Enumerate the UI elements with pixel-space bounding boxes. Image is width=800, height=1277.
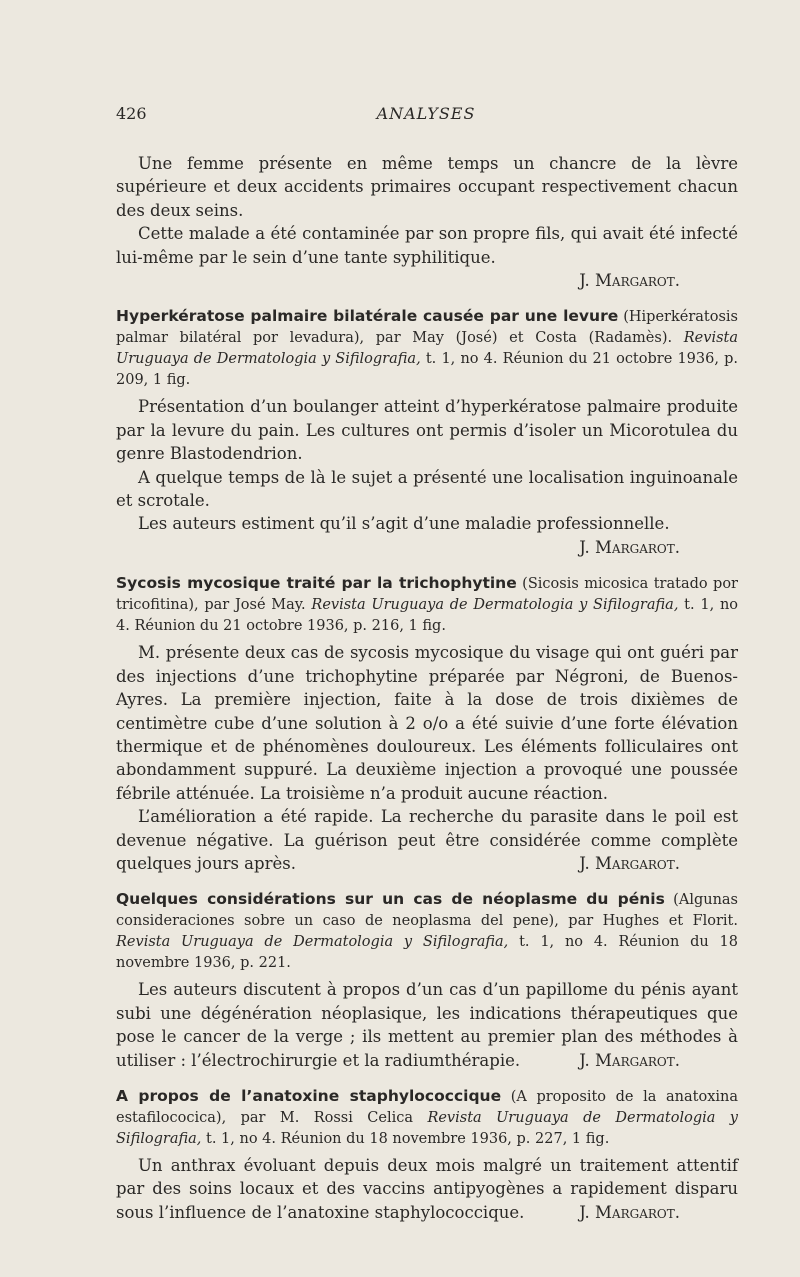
intro-section	[116, 152, 738, 292]
article-paragraph: M. présente deux cas de sycosis mycosique du visage qui ont guéri par des injections d’une trichophytine préparée par Négroni, de Buenos-Ayres. La première injection, faite à la dose de trois dixièmes de centimètre cube d’une solution à 2 o/o a été suivie d’une forte élévation thermique et de phénomènes douloureux. Les éléments folliculaires ont abondamment suppuré. La deuxième injection a provoqué une poussée fébrile atténuée. La troisième n’a produit aucune réaction.	[116, 643, 738, 803]
article-paragraph-text: Les auteurs discutent à propos d’un cas d’un papillome du pénis ayant subi une dégénération néoplasique, les indications thérapeutiques que pose le cancer de la verge ; ils mettent au premier plan des méthodes à utiliser : l’électrochirurgie et la radiumthérapie.	[116, 980, 738, 1070]
article-citation	[116, 889, 738, 974]
citation-tail: t. 1, no 4. Réunion du 21 octobre 1936, p. 209, 1 fig.	[116, 351, 739, 389]
intro-paragraph-2: Cette malade a été contaminée par son propre fils, qui avait été infecté lui-même par le sein d’une tante syphilitique.	[116, 224, 738, 267]
article-signature: J. Margarot.	[579, 853, 680, 873]
intro-signature: J. Margarot.	[579, 271, 680, 291]
article-neoplasme	[116, 889, 738, 1072]
article-paragraph-text: L’amélioration a été rapide. La recherche du parasite dans le poil est devenue négative. La guérison peut être considérée comme complète quelques jours après.	[116, 807, 738, 873]
article-anatoxine	[116, 1086, 738, 1224]
citation-text: (Hiperkératosis palmar bilatéral por levadura), par May (José) et Costa (Radamès).	[116, 309, 738, 347]
article-signature: J. Margarot.	[579, 1202, 680, 1222]
article-signature: J. Margarot.	[579, 537, 680, 557]
page-number: 426	[116, 104, 147, 123]
citation-tail: t. 1, no 4. Réunion du 18 novembre 1936, p. 221.	[116, 934, 738, 972]
article-sycosis	[116, 573, 738, 875]
article-signature: J. Margarot.	[579, 1050, 680, 1070]
journal-name: Revista Uruguaya de Dermatologia y Sifilografia,	[116, 330, 738, 368]
article-paragraph: Les auteurs estiment qu’il s’agit d’une maladie professionnelle.	[138, 514, 670, 534]
article-title: Sycosis mycosique traité par la trichophytine	[116, 574, 517, 593]
article-title: Hyperkératose palmaire bilatérale causée par une levure	[116, 307, 619, 326]
article-body	[116, 641, 738, 875]
page-content	[116, 152, 738, 1224]
article-hyperkeratose	[116, 306, 738, 559]
intro-paragraph-1: Une femme présente en même temps un chancre de la lèvre supérieure et deux accidents primaires occupant respectivement chacun des deux seins.	[116, 154, 738, 220]
article-body	[116, 1154, 738, 1224]
article-paragraph	[116, 805, 738, 875]
citation-text: (A proposito de la anatoxina estafilococica), par M. Rossi Celica	[116, 1088, 738, 1126]
article-citation	[116, 573, 738, 637]
citation-tail: t. 1, no 4. Réunion du 21 octobre 1936, p. 216, 1 fig.	[116, 597, 739, 635]
article-title: A propos de l’anatoxine staphylococcique	[116, 1086, 502, 1105]
citation-tail: t. 1, no 4. Réunion du 18 novembre 1936, p. 227, 1 fig.	[201, 1130, 610, 1147]
citation-text: (Sicosis micosica tratado por tricofitina), par José May.	[116, 576, 738, 614]
article-citation	[116, 306, 738, 391]
article-paragraph: Présentation d’un boulanger atteint d’hyperkératose palmaire produite par la levure du pain. Les cultures ont permis d’isoler un Micorotulea du genre Blastodendrion.	[116, 397, 738, 464]
article-body	[116, 395, 738, 535]
article-body	[116, 978, 738, 1072]
article-citation	[116, 1086, 738, 1150]
journal-name: Revista Uruguaya de Dermatologia y Sifilografia,	[116, 934, 509, 951]
journal-name: Revista Uruguaya de Dermatologia y Sifilografia,	[311, 597, 679, 614]
article-title: Quelques considérations sur un cas de néoplasme du pénis	[116, 890, 665, 909]
page-header	[116, 104, 736, 128]
running-title: ANALYSES	[376, 104, 476, 123]
article-paragraph: A quelque temps de là le sujet a présenté une localisation inguinoanale et scrotale.	[116, 467, 738, 511]
article-paragraph	[116, 978, 738, 1072]
article-paragraph-text: Un anthrax évoluant depuis deux mois malgré un traitement attentif par des soins locaux et des vaccins antipyogènes a rapidement disparu sous l’influence de l’anatoxine staphylococcique.	[116, 1155, 738, 1222]
article-paragraph	[116, 1154, 738, 1224]
citation-text: (Algunas consideraciones sobre un caso de neoplasma del pene), par Hughes et Florit.	[116, 892, 738, 930]
journal-name: Revista Uruguaya de Dermatologia y Sifilografia,	[116, 1109, 738, 1147]
